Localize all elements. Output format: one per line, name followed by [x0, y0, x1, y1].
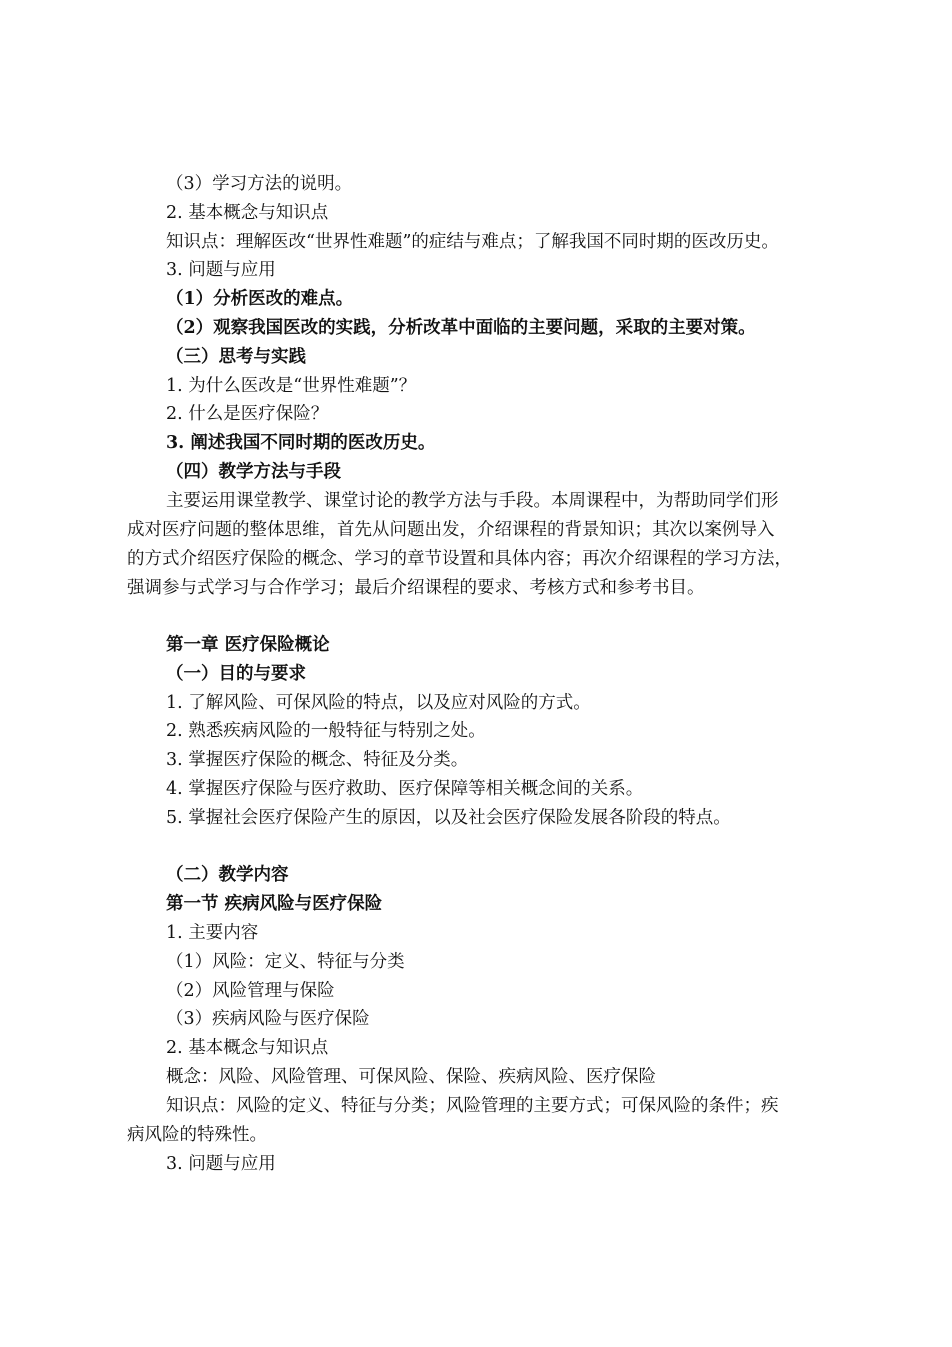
text-line: 知识点：理解医改“世界性难题”的症结与难点；了解我国不同时期的医改历史。: [166, 232, 779, 252]
paragraph-line: 的方式介绍医疗保险的概念、学习的章节设置和具体内容；再次介绍课程的学习方法，: [127, 549, 792, 569]
section-heading: （一）目的与要求: [166, 664, 306, 684]
bold-line: 3. 阐述我国不同时期的医改历史。: [166, 433, 436, 453]
paragraph-line: 知识点：风险的定义、特征与分类；风险管理的主要方式；可保风险的条件；疾: [166, 1096, 779, 1116]
goal-item: 3. 掌握医疗保险的概念、特征及分类。: [166, 750, 469, 770]
text-line: （3）疾病风险与医疗保险: [166, 1009, 370, 1029]
text-line: 2. 基本概念与知识点: [166, 1038, 329, 1058]
goal-item: 1. 了解风险、可保风险的特点，以及应对风险的方式。: [166, 693, 591, 713]
text-line: 2. 基本概念与知识点: [166, 203, 329, 223]
text-line: 3. 问题与应用: [166, 260, 276, 280]
bold-line: （1）分析医改的难点。: [166, 289, 354, 309]
text-line: 1. 主要内容: [166, 923, 259, 943]
paragraph-line: 强调参与式学习与合作学习；最后介绍课程的要求、考核方式和参考书目。: [127, 578, 705, 598]
text-line: 1. 为什么医改是“世界性难题”？: [166, 376, 417, 396]
section-heading: （三）思考与实践: [166, 347, 306, 367]
knowledge-paragraph: [127, 1092, 835, 1150]
text-line: 3. 问题与应用: [166, 1154, 276, 1174]
text-line: 概念：风险、风险管理、可保风险、保险、疾病风险、医疗保险: [166, 1067, 656, 1087]
subsection-title: 第一节 疾病风险与医疗保险: [166, 894, 383, 914]
section-heading: （二）教学内容: [166, 865, 289, 885]
goal-item: 2. 熟悉疾病风险的一般特征与特别之处。: [166, 721, 486, 741]
section-heading: （四）教学方法与手段: [166, 462, 341, 482]
goal-item: 5. 掌握社会医疗保险产生的原因，以及社会医疗保险发展各阶段的特点。: [166, 808, 731, 828]
paragraph-line: 成对医疗问题的整体思维，首先从问题出发，介绍课程的背景知识；其次以案例导入: [127, 520, 775, 540]
text-line: （3）学习方法的说明。: [166, 174, 353, 194]
text-line: （2）风险管理与保险: [166, 981, 335, 1001]
text-line: （1）风险：定义、特征与分类: [166, 952, 405, 972]
method-paragraph: [127, 487, 835, 603]
paragraph-line: 病风险的特殊性。: [127, 1125, 267, 1145]
text-line: 2. 什么是医疗保险？: [166, 404, 329, 424]
goal-item: 4. 掌握医疗保险与医疗救助、医疗保障等相关概念间的关系。: [166, 779, 644, 799]
paragraph-line: 主要运用课堂教学、课堂讨论的教学方法与手段。本周课程中，为帮助同学们形: [166, 491, 779, 511]
chapter-title: 第一章 医疗保险概论: [166, 635, 330, 655]
bold-line: （2）观察我国医改的实践，分析改革中面临的主要问题，采取的主要对策。: [166, 318, 756, 338]
